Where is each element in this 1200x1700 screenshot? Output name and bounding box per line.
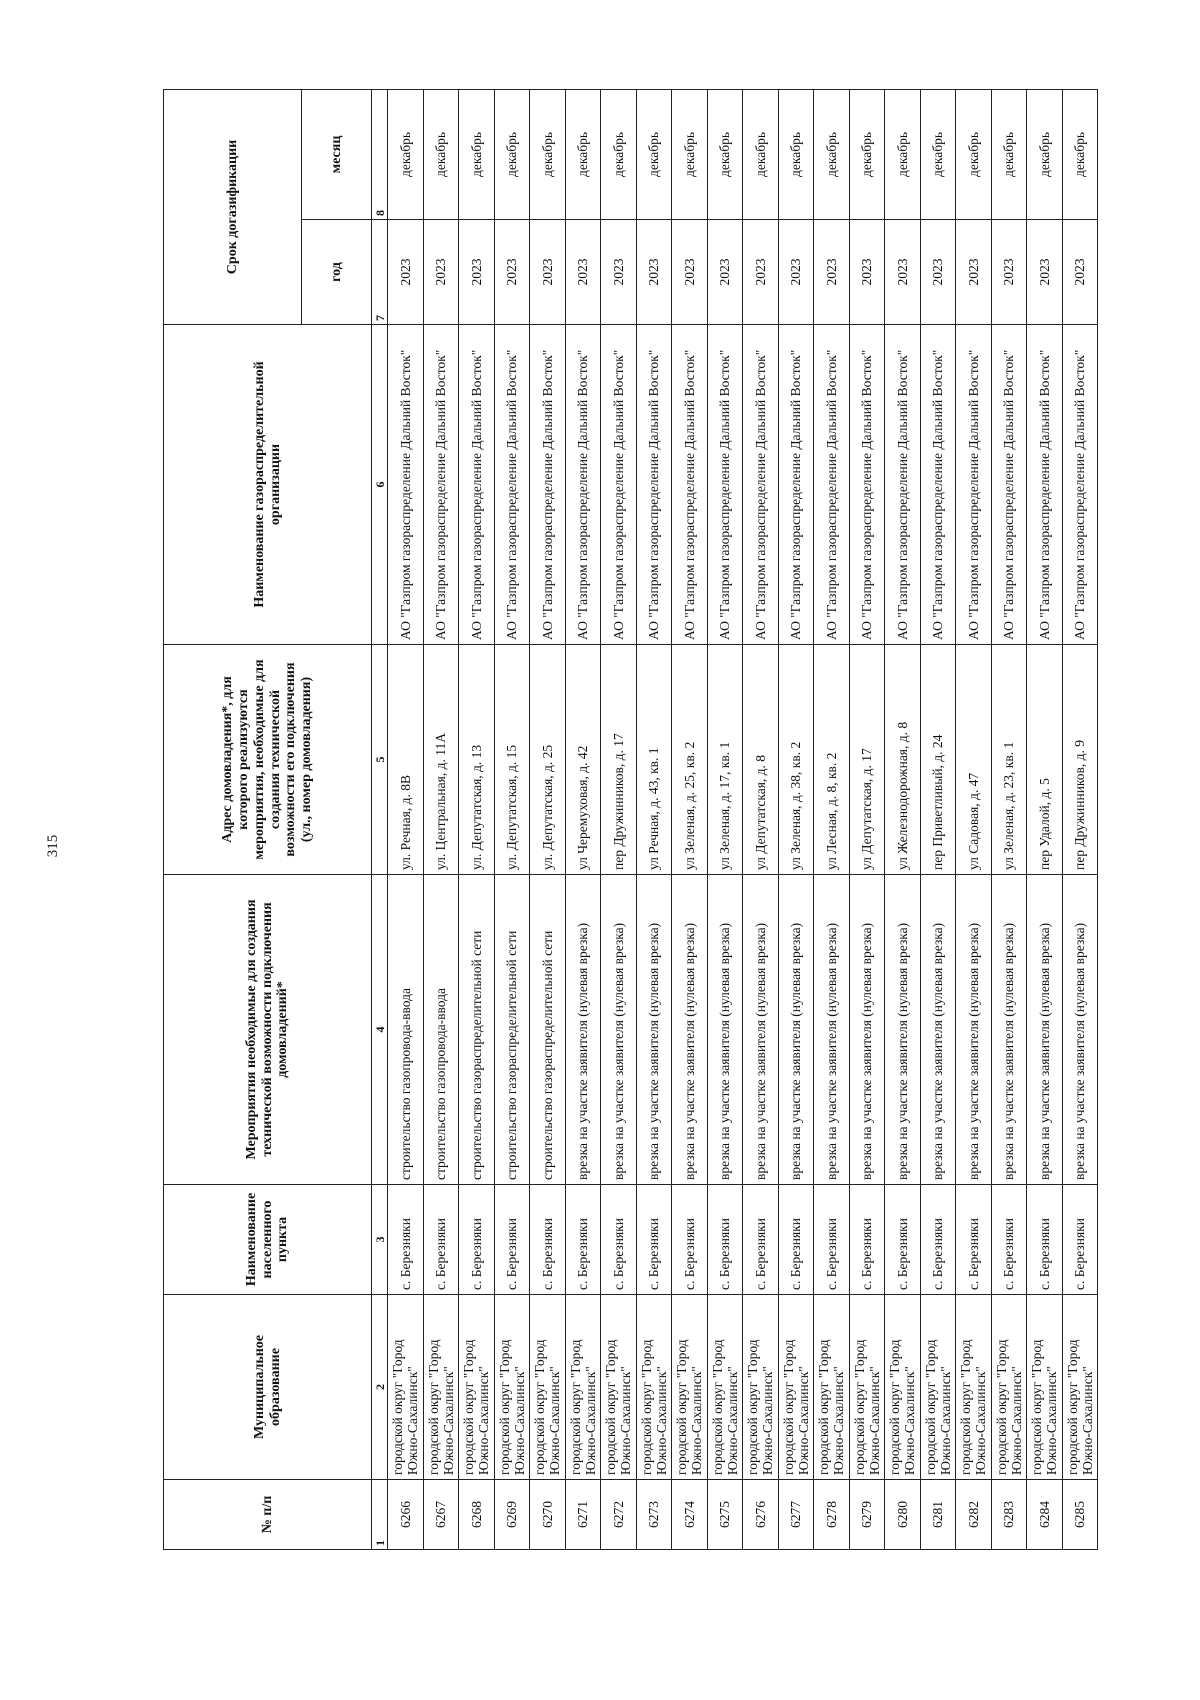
cell-address: пер Удалой, д. 5	[1027, 645, 1063, 875]
header-organization: Наименование газораспределительной организации	[164, 325, 372, 645]
cell-settlement: с. Березняки	[814, 1185, 850, 1295]
cell-settlement: с. Березняки	[636, 1185, 672, 1295]
cell-year: 2023	[814, 220, 850, 325]
cell-month: декабрь	[423, 90, 459, 220]
cell-address: ул Зеленая, д. 25, кв. 2	[672, 645, 708, 875]
cell-month: декабрь	[565, 90, 601, 220]
cell-organization: АО "Газпром газораспределение Дальний Восток"	[388, 325, 424, 645]
cell-settlement: с. Березняки	[778, 1185, 814, 1295]
cell-address: пер Дружинников, д. 17	[601, 645, 637, 875]
cell-no: 6278	[814, 1480, 850, 1550]
cell-no: 6272	[601, 1480, 637, 1550]
cell-no: 6269	[494, 1480, 530, 1550]
cell-measures: врезка на участке заявителя (нулевая врезка)	[601, 875, 637, 1185]
cell-no: 6283	[991, 1480, 1027, 1550]
column-number-row	[372, 90, 388, 1550]
cell-year: 2023	[1062, 220, 1098, 325]
cell-organization: АО "Газпром газораспределение Дальний Восток"	[1062, 325, 1098, 645]
page-number: 315	[45, 834, 61, 858]
column-number: 3	[372, 1185, 388, 1295]
cell-organization: АО "Газпром газораспределение Дальний Восток"	[530, 325, 566, 645]
cell-measures: врезка на участке заявителя (нулевая врезка)	[1062, 875, 1098, 1185]
cell-month: декабрь	[601, 90, 637, 220]
cell-settlement: с. Березняки	[530, 1185, 566, 1295]
cell-settlement: с. Березняки	[1027, 1185, 1063, 1295]
cell-measures: врезка на участке заявителя (нулевая врезка)	[707, 875, 743, 1185]
header-address: Адрес домовладения*, для которого реализуются мероприятия, необходимые для создания технической возможности его подключения (ул., номер домовладения)	[164, 645, 372, 875]
cell-year: 2023	[849, 220, 885, 325]
cell-address: ул Речная, д. 43, кв. 1	[636, 645, 672, 875]
cell-settlement: с. Березняки	[885, 1185, 921, 1295]
cell-year: 2023	[885, 220, 921, 325]
cell-address: ул Черемуховая, д. 42	[565, 645, 601, 875]
cell-no: 6266	[388, 1480, 424, 1550]
cell-organization: АО "Газпром газораспределение Дальний Восток"	[885, 325, 921, 645]
cell-organization: АО "Газпром газораспределение Дальний Восток"	[423, 325, 459, 645]
cell-month: декабрь	[388, 90, 424, 220]
cell-month: декабрь	[885, 90, 921, 220]
table-row	[814, 90, 850, 1550]
column-number: 2	[372, 1295, 388, 1480]
header-row	[164, 90, 302, 1550]
cell-year: 2023	[636, 220, 672, 325]
table-row	[1027, 90, 1063, 1550]
table-row	[672, 90, 708, 1550]
cell-settlement: с. Березняки	[956, 1185, 992, 1295]
cell-measures: врезка на участке заявителя (нулевая врезка)	[814, 875, 850, 1185]
cell-year: 2023	[778, 220, 814, 325]
cell-no: 6268	[459, 1480, 495, 1550]
cell-measures: строительство газопровода-ввода	[423, 875, 459, 1185]
cell-no: 6273	[636, 1480, 672, 1550]
cell-organization: АО "Газпром газораспределение Дальний Восток"	[459, 325, 495, 645]
cell-measures: врезка на участке заявителя (нулевая врезка)	[636, 875, 672, 1185]
cell-month: декабрь	[743, 90, 779, 220]
cell-municipality: городской округ "Город Южно-Сахалинск"	[956, 1295, 992, 1480]
cell-municipality: городской округ "Город Южно-Сахалинск"	[991, 1295, 1027, 1480]
cell-settlement: с. Березняки	[423, 1185, 459, 1295]
cell-settlement: с. Березняки	[1062, 1185, 1098, 1295]
cell-municipality: городской округ "Город Южно-Сахалинск"	[530, 1295, 566, 1480]
cell-no: 6274	[672, 1480, 708, 1550]
table-row	[885, 90, 921, 1550]
cell-address: ул. Депутатская, д. 15	[494, 645, 530, 875]
cell-month: декабрь	[991, 90, 1027, 220]
cell-organization: АО "Газпром газораспределение Дальний Восток"	[778, 325, 814, 645]
cell-measures: строительство газораспределительной сети	[459, 875, 495, 1185]
cell-settlement: с. Березняки	[707, 1185, 743, 1295]
cell-settlement: с. Березняки	[920, 1185, 956, 1295]
cell-year: 2023	[707, 220, 743, 325]
header-no: № п/п	[164, 1480, 372, 1550]
header-year: год	[302, 220, 372, 325]
cell-month: декабрь	[956, 90, 992, 220]
cell-municipality: городской округ "Город Южно-Сахалинск"	[743, 1295, 779, 1480]
cell-organization: АО "Газпром газораспределение Дальний Восток"	[672, 325, 708, 645]
cell-no: 6276	[743, 1480, 779, 1550]
cell-municipality: городской округ "Город Южно-Сахалинск"	[1027, 1295, 1063, 1480]
cell-address: ул. Депутатская, д. 13	[459, 645, 495, 875]
cell-municipality: городской округ "Город Южно-Сахалинск"	[920, 1295, 956, 1480]
cell-address: ул Садовая, д. 47	[956, 645, 992, 875]
table-body	[388, 90, 1098, 1550]
header-settlement: Наименование населенного пункта	[164, 1185, 372, 1295]
cell-settlement: с. Березняки	[494, 1185, 530, 1295]
cell-no: 6285	[1062, 1480, 1098, 1550]
cell-year: 2023	[565, 220, 601, 325]
cell-organization: АО "Газпром газораспределение Дальний Восток"	[707, 325, 743, 645]
cell-address: пер Дружинников, д. 9	[1062, 645, 1098, 875]
table-row	[956, 90, 992, 1550]
cell-no: 6281	[920, 1480, 956, 1550]
cell-address: ул Зеленая, д. 17, кв. 1	[707, 645, 743, 875]
cell-municipality: городской округ "Город Южно-Сахалинск"	[778, 1295, 814, 1480]
cell-month: декабрь	[530, 90, 566, 220]
cell-measures: врезка на участке заявителя (нулевая врезка)	[849, 875, 885, 1185]
cell-measures: врезка на участке заявителя (нулевая врезка)	[920, 875, 956, 1185]
table-row	[601, 90, 637, 1550]
table-row	[778, 90, 814, 1550]
rotated-page-frame	[163, 90, 1098, 1550]
cell-settlement: с. Березняки	[565, 1185, 601, 1295]
cell-address: ул Зеленая, д. 38, кв. 2	[778, 645, 814, 875]
cell-organization: АО "Газпром газораспределение Дальний Восток"	[743, 325, 779, 645]
cell-address: ул Железнодорожная, д. 8	[885, 645, 921, 875]
cell-month: декабрь	[1027, 90, 1063, 220]
cell-month: декабрь	[849, 90, 885, 220]
cell-month: декабрь	[1062, 90, 1098, 220]
cell-municipality: городской округ "Город Южно-Сахалинск"	[565, 1295, 601, 1480]
cell-no: 6282	[956, 1480, 992, 1550]
cell-year: 2023	[743, 220, 779, 325]
cell-organization: АО "Газпром газораспределение Дальний Восток"	[849, 325, 885, 645]
cell-year: 2023	[601, 220, 637, 325]
table-row	[1062, 90, 1098, 1550]
cell-address: ул. Речная, д. 8В	[388, 645, 424, 875]
cell-address: ул. Центральная, д. 11А	[423, 645, 459, 875]
table-row	[991, 90, 1027, 1550]
cell-municipality: городской округ "Город Южно-Сахалинск"	[388, 1295, 424, 1480]
cell-settlement: с. Березняки	[601, 1185, 637, 1295]
cell-measures: врезка на участке заявителя (нулевая врезка)	[991, 875, 1027, 1185]
table-row	[388, 90, 424, 1550]
cell-municipality: городской округ "Город Южно-Сахалинск"	[494, 1295, 530, 1480]
document-sheet	[163, 90, 1098, 1550]
cell-address: ул Депутатская, д. 8	[743, 645, 779, 875]
cell-settlement: с. Березняки	[459, 1185, 495, 1295]
cell-organization: АО "Газпром газораспределение Дальний Восток"	[956, 325, 992, 645]
cell-settlement: с. Березняки	[672, 1185, 708, 1295]
cell-no: 6280	[885, 1480, 921, 1550]
cell-month: декабрь	[778, 90, 814, 220]
cell-no: 6270	[530, 1480, 566, 1550]
cell-year: 2023	[991, 220, 1027, 325]
cell-measures: врезка на участке заявителя (нулевая врезка)	[565, 875, 601, 1185]
cell-organization: АО "Газпром газораспределение Дальний Восток"	[494, 325, 530, 645]
cell-measures: строительство газораспределительной сети	[494, 875, 530, 1185]
cell-measures: врезка на участке заявителя (нулевая врезка)	[1027, 875, 1063, 1185]
cell-municipality: городской округ "Город Южно-Сахалинск"	[814, 1295, 850, 1480]
cell-month: декабрь	[459, 90, 495, 220]
table-row	[423, 90, 459, 1550]
cell-organization: АО "Газпром газораспределение Дальний Восток"	[601, 325, 637, 645]
cell-no: 6277	[778, 1480, 814, 1550]
cell-year: 2023	[494, 220, 530, 325]
cell-organization: АО "Газпром газораспределение Дальний Восток"	[920, 325, 956, 645]
table-row	[920, 90, 956, 1550]
cell-month: декабрь	[494, 90, 530, 220]
cell-year: 2023	[388, 220, 424, 325]
column-number: 1	[372, 1480, 388, 1550]
cell-measures: врезка на участке заявителя (нулевая врезка)	[743, 875, 779, 1185]
cell-month: декабрь	[672, 90, 708, 220]
header-municipality: Муниципальное образование	[164, 1295, 372, 1480]
cell-address: пер Приветливый, д. 24	[920, 645, 956, 875]
column-number: 7	[372, 220, 388, 325]
cell-measures: строительство газораспределительной сети	[530, 875, 566, 1185]
cell-municipality: городской округ "Город Южно-Сахалинск"	[849, 1295, 885, 1480]
column-number: 5	[372, 645, 388, 875]
table-row	[849, 90, 885, 1550]
cell-municipality: городской округ "Город Южно-Сахалинск"	[601, 1295, 637, 1480]
cell-municipality: городской округ "Город Южно-Сахалинск"	[1062, 1295, 1098, 1480]
cell-no: 6284	[1027, 1480, 1063, 1550]
cell-measures: врезка на участке заявителя (нулевая врезка)	[672, 875, 708, 1185]
header-measures: Мероприятия необходимые для создания технической возможности подключения домовладений*	[164, 875, 372, 1185]
cell-organization: АО "Газпром газораспределение Дальний Восток"	[565, 325, 601, 645]
cell-year: 2023	[672, 220, 708, 325]
cell-month: декабрь	[920, 90, 956, 220]
cell-no: 6267	[423, 1480, 459, 1550]
table-row	[530, 90, 566, 1550]
column-number: 6	[372, 325, 388, 645]
cell-year: 2023	[956, 220, 992, 325]
cell-organization: АО "Газпром газораспределение Дальний Восток"	[636, 325, 672, 645]
cell-year: 2023	[920, 220, 956, 325]
table-row	[459, 90, 495, 1550]
cell-settlement: с. Березняки	[388, 1185, 424, 1295]
cell-no: 6271	[565, 1480, 601, 1550]
cell-year: 2023	[423, 220, 459, 325]
cell-month: декабрь	[814, 90, 850, 220]
column-number: 4	[372, 875, 388, 1185]
gasification-register-table	[163, 89, 1098, 1550]
cell-municipality: городской округ "Город Южно-Сахалинск"	[459, 1295, 495, 1480]
cell-measures: врезка на участке заявителя (нулевая врезка)	[885, 875, 921, 1185]
cell-municipality: городской округ "Город Южно-Сахалинск"	[636, 1295, 672, 1480]
cell-organization: АО "Газпром газораспределение Дальний Восток"	[991, 325, 1027, 645]
cell-year: 2023	[530, 220, 566, 325]
cell-year: 2023	[459, 220, 495, 325]
header-deadline-group: Срок догазификации	[164, 90, 302, 325]
cell-municipality: городской округ "Город Южно-Сахалинск"	[423, 1295, 459, 1480]
cell-address: ул Зеленая, д. 23, кв. 1	[991, 645, 1027, 875]
cell-settlement: с. Березняки	[991, 1185, 1027, 1295]
table-row	[636, 90, 672, 1550]
cell-address: ул. Депутатская, д. 25	[530, 645, 566, 875]
table-row	[707, 90, 743, 1550]
cell-organization: АО "Газпром газораспределение Дальний Восток"	[1027, 325, 1063, 645]
cell-month: декабрь	[636, 90, 672, 220]
cell-municipality: городской округ "Город Южно-Сахалинск"	[672, 1295, 708, 1480]
table-row	[494, 90, 530, 1550]
cell-municipality: городской округ "Город Южно-Сахалинск"	[885, 1295, 921, 1480]
cell-no: 6279	[849, 1480, 885, 1550]
cell-year: 2023	[1027, 220, 1063, 325]
cell-organization: АО "Газпром газораспределение Дальний Восток"	[814, 325, 850, 645]
cell-address: ул Депутатская, д. 17	[849, 645, 885, 875]
cell-settlement: с. Березняки	[743, 1185, 779, 1295]
cell-measures: строительство газопровода-ввода	[388, 875, 424, 1185]
cell-no: 6275	[707, 1480, 743, 1550]
cell-settlement: с. Березняки	[849, 1185, 885, 1295]
cell-measures: врезка на участке заявителя (нулевая врезка)	[956, 875, 992, 1185]
cell-measures: врезка на участке заявителя (нулевая врезка)	[778, 875, 814, 1185]
cell-municipality: городской округ "Город Южно-Сахалинск"	[707, 1295, 743, 1480]
table-row	[565, 90, 601, 1550]
cell-month: декабрь	[707, 90, 743, 220]
cell-address: ул Лесная, д. 8, кв. 2	[814, 645, 850, 875]
column-number: 8	[372, 90, 388, 220]
header-month: месяц	[302, 90, 372, 220]
table-row	[743, 90, 779, 1550]
